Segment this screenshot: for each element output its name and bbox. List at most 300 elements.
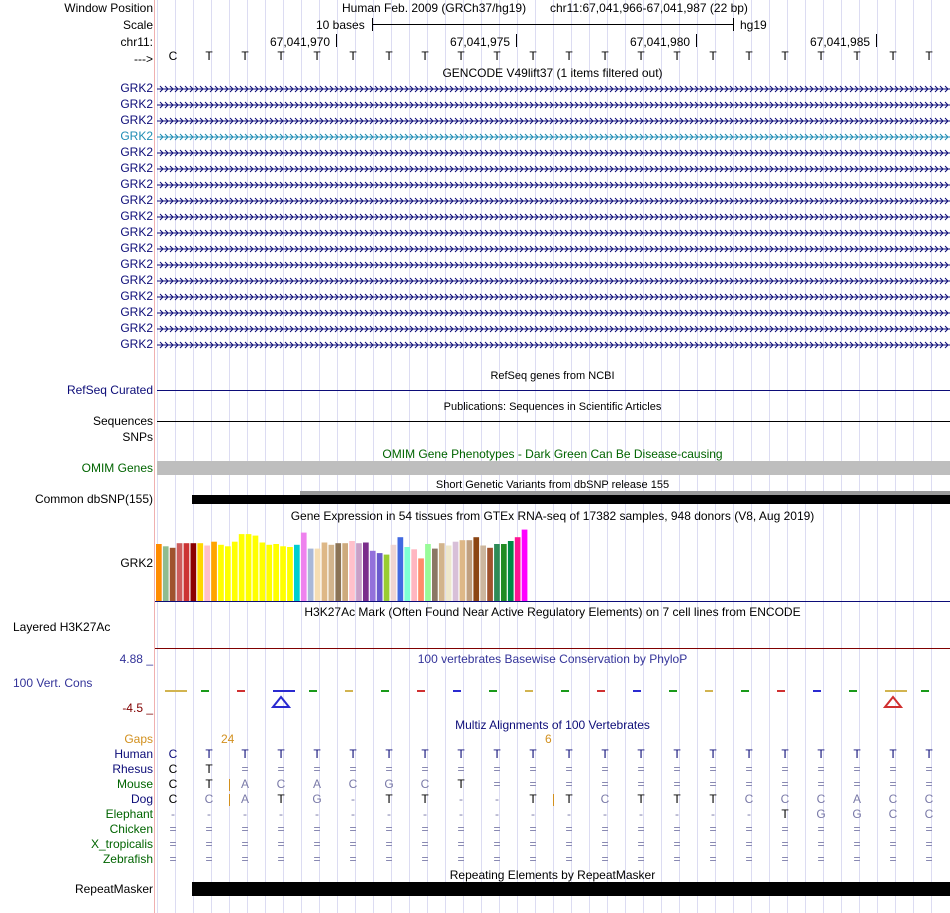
base-letter: T (709, 49, 717, 63)
gtex-tissue-bar[interactable] (211, 542, 217, 601)
gencode-transcript-label[interactable]: GRK2 (120, 321, 153, 335)
alignment-base: = (169, 822, 177, 836)
alignment-base: T (745, 747, 753, 761)
gencode-transcript-line[interactable] (157, 133, 950, 141)
alignment-base: = (493, 852, 501, 866)
gtex-tissue-bar[interactable] (163, 546, 169, 601)
alignment-base: T (421, 747, 429, 761)
base-letter: T (241, 49, 249, 63)
gtex-tissue-bar[interactable] (287, 547, 293, 601)
phylop-max-label: 4.88 _ (119, 652, 153, 666)
gtex-tissue-bar[interactable] (480, 546, 486, 602)
publications-line[interactable] (157, 421, 950, 422)
gtex-tissue-bar[interactable] (184, 543, 190, 601)
gencode-transcript-label[interactable]: GRK2 (120, 161, 153, 175)
multiz-species-label[interactable]: Zebrafish (102, 852, 153, 866)
gtex-tissue-bar[interactable] (349, 541, 355, 601)
gtex-tissue-bar[interactable] (501, 544, 507, 601)
alignment-base: T (205, 762, 213, 776)
alignment-base: = (817, 852, 825, 866)
alignment-base: = (277, 822, 285, 836)
alignment-base: - (207, 807, 211, 821)
gencode-transcript-line[interactable] (157, 277, 950, 285)
gtex-tissue-bar[interactable] (473, 537, 479, 601)
gencode-transcript-line[interactable] (157, 309, 950, 317)
alignment-base: T (565, 747, 573, 761)
alignment-base: C (744, 792, 754, 806)
alignment-base: = (853, 762, 861, 776)
coord-tick (516, 34, 517, 47)
alignment-base: = (529, 822, 537, 836)
coord-tick-label: 67,041,980 (630, 35, 691, 49)
alignment-base: = (601, 762, 609, 776)
dbsnp-variant-black[interactable] (192, 495, 950, 504)
gtex-tissue-bar[interactable] (280, 546, 286, 601)
gtex-tissue-bar[interactable] (439, 543, 445, 601)
alignment-base: T (313, 747, 321, 761)
omim-track-title[interactable]: OMIM Gene Phenotypes - Dark Green Can Be Disease-causing (382, 447, 723, 461)
alignment-base: T (925, 747, 933, 761)
phylop-logo[interactable] (155, 685, 950, 713)
alignment-base: = (313, 852, 321, 866)
coord-tick (696, 34, 697, 47)
alignment-base: = (745, 762, 753, 776)
alignment-base: = (493, 837, 501, 851)
gtex-tissue-bar[interactable] (460, 540, 466, 601)
alignment-base: - (675, 807, 679, 821)
base-letter: T (925, 49, 933, 63)
alignment-base: = (853, 822, 861, 836)
multiz-species-label[interactable]: X_tropicalis (90, 837, 153, 851)
alignment-base: = (745, 777, 753, 791)
base-letter: T (457, 49, 465, 63)
alignment-base: = (565, 852, 573, 866)
gtex-tissue-bar[interactable] (515, 537, 521, 601)
gtex-tissue-bar[interactable] (453, 542, 459, 601)
base-letter: T (601, 49, 609, 63)
gencode-transcript-line[interactable] (157, 325, 950, 333)
base-letter: T (637, 49, 645, 63)
alignment-base: = (277, 852, 285, 866)
gencode-transcript-label[interactable]: GRK2 (120, 193, 153, 207)
gtex-tissue-bar[interactable] (377, 553, 383, 601)
alignment-base: = (421, 762, 429, 776)
alignment-base: C (888, 807, 898, 821)
alignment-base: = (673, 822, 681, 836)
coord-tick-label: 67,041,970 (270, 35, 331, 49)
phylop-glyph (777, 690, 785, 692)
strand-label: ---> (134, 52, 153, 66)
omim-track-label[interactable]: OMIM Genes (81, 461, 153, 475)
gaps-label: Gaps (124, 732, 153, 746)
gtex-tissue-bar[interactable] (322, 543, 328, 602)
alignment-base: A (240, 792, 249, 806)
gtex-tissue-bar[interactable] (308, 549, 314, 601)
alignment-base: C (168, 747, 178, 761)
gtex-tissue-bar[interactable] (191, 543, 197, 601)
gencode-transcript-label[interactable]: GRK2 (120, 145, 153, 159)
gtex-tissue-bar[interactable] (508, 541, 514, 601)
gtex-tissue-bar[interactable] (522, 530, 528, 601)
alignment-base: T (385, 792, 393, 806)
gtex-tissue-bar[interactable] (391, 545, 397, 601)
phylop-glyph (237, 690, 245, 692)
phylop-glyph (813, 690, 821, 692)
h3k27ac-track-title[interactable]: H3K27Ac Mark (Often Found Near Active Regulatory Elements) on 7 cell lines from ENCODE (304, 605, 801, 619)
alignment-base: = (637, 852, 645, 866)
base-letter: T (781, 49, 789, 63)
alignment-base: T (349, 747, 357, 761)
gtex-tissue-bar[interactable] (329, 545, 335, 601)
base-letter: T (277, 49, 285, 63)
alignment-base: = (925, 822, 933, 836)
base-letter: T (565, 49, 573, 63)
gtex-tissue-bar[interactable] (335, 543, 341, 601)
alignment-base: T (241, 747, 249, 761)
gencode-transcript-label[interactable]: GRK2 (120, 225, 153, 239)
multiz-species-label[interactable]: Rhesus (112, 762, 153, 776)
gencode-transcript-line[interactable] (157, 341, 950, 349)
position-readout[interactable]: chr11:67,041,966-67,041,987 (22 bp) (550, 1, 748, 15)
alignment-base: = (781, 837, 789, 851)
refseq-track-title[interactable]: RefSeq genes from NCBI (490, 370, 615, 382)
gencode-transcript-label[interactable]: GRK2 (120, 241, 153, 255)
gtex-baseline (155, 601, 950, 602)
gencode-transcript-line[interactable] (157, 85, 950, 93)
scale-bar-end-tick (733, 18, 734, 31)
alignment-base: = (925, 777, 933, 791)
gencode-transcript-line[interactable] (157, 197, 950, 205)
gtex-tissue-bar[interactable] (467, 540, 473, 601)
gtex-tissue-bar[interactable] (177, 543, 183, 601)
gtex-tissue-bar[interactable] (494, 544, 500, 601)
alignment-base: A (312, 777, 321, 791)
alignment-base: = (745, 852, 753, 866)
coord-tick-label: 67,041,985 (810, 35, 871, 49)
repeatmasker-element[interactable] (192, 882, 950, 896)
multiz-track-title[interactable]: Multiz Alignments of 100 Vertebrates (455, 718, 650, 732)
alignment-base: = (925, 762, 933, 776)
phylop-glyph (273, 690, 295, 692)
gtex-tissue-bar[interactable] (446, 546, 452, 602)
insertion-marker (553, 794, 554, 806)
alignment-base: T (565, 792, 573, 806)
alignment-base: C (276, 777, 286, 791)
gtex-tissue-bar[interactable] (370, 551, 376, 601)
gap-count: 24 (221, 732, 235, 746)
gencode-transcript-line[interactable] (157, 101, 950, 109)
alignment-base: C (780, 792, 790, 806)
alignment-base: T (817, 747, 825, 761)
alignment-base: = (529, 852, 537, 866)
alignment-base: = (349, 837, 357, 851)
alignment-base: = (709, 837, 717, 851)
phylop-glyph (669, 690, 677, 692)
insertion-marker (229, 779, 230, 791)
gtex-tissue-bar[interactable] (398, 537, 404, 601)
alignment-base: = (241, 852, 249, 866)
gtex-tissue-bar[interactable] (266, 545, 272, 601)
alignment-base: = (385, 852, 393, 866)
repeatmasker-track-label[interactable]: RepeatMasker (74, 882, 153, 896)
gencode-transcript-label[interactable]: GRK2 (120, 337, 153, 351)
gencode-transcript-label[interactable]: GRK2 (120, 113, 153, 127)
refseq-track-label[interactable]: RefSeq Curated (66, 383, 153, 397)
alignment-base: = (889, 777, 897, 791)
alignment-base: = (673, 837, 681, 851)
base-letter: T (529, 49, 537, 63)
alignment-base: = (889, 837, 897, 851)
gencode-transcript-label[interactable]: GRK2 (120, 81, 153, 95)
phylop-track-label[interactable]: 100 Vert. Cons (13, 676, 93, 690)
alignment-base: - (459, 792, 463, 806)
gtex-tissue-bar[interactable] (294, 545, 300, 601)
gtex-track-label[interactable]: GRK2 (120, 556, 153, 570)
alignment-base: = (601, 822, 609, 836)
alignment-base: = (457, 852, 465, 866)
gtex-tissue-bar[interactable] (315, 549, 321, 601)
alignment-base: - (567, 807, 571, 821)
publications-track-title[interactable]: Publications: Sequences in Scientific Articles (443, 401, 662, 413)
alignment-base: A (240, 777, 249, 791)
phylop-min-label: -4.5 _ (122, 701, 153, 715)
alignment-base: = (781, 852, 789, 866)
alignment-base: = (817, 762, 825, 776)
phylop-glyph (165, 690, 187, 692)
gencode-transcript-label[interactable]: GRK2 (120, 257, 153, 271)
alignment-base: - (351, 792, 355, 806)
alignment-base: T (673, 792, 681, 806)
multiz-species-label[interactable]: Dog (130, 792, 153, 806)
gencode-transcript-line[interactable] (157, 181, 950, 189)
phylop-glyph (345, 690, 353, 692)
refseq-gene-line[interactable] (157, 390, 950, 391)
coord-tick (876, 34, 877, 47)
publications-track-label[interactable]: Sequences (92, 414, 153, 428)
alignment-base: A (852, 792, 861, 806)
gencode-transcript-label[interactable]: GRK2 (120, 289, 153, 303)
scale-label: Scale (122, 18, 153, 32)
gtex-tissue-bar[interactable] (232, 542, 238, 601)
alignment-base: = (925, 852, 933, 866)
alignment-base: = (853, 777, 861, 791)
alignment-base: G (816, 807, 826, 821)
alignment-base: = (565, 837, 573, 851)
alignment-base: T (277, 792, 285, 806)
repeatmasker-track-title[interactable]: Repeating Elements by RepeatMasker (449, 868, 656, 882)
gencode-transcript-line[interactable] (157, 117, 950, 125)
alignment-base: = (637, 762, 645, 776)
alignment-base: G (384, 777, 394, 791)
gtex-tissue-bar[interactable] (356, 543, 362, 601)
insertion-marker (229, 794, 230, 806)
alignment-base: - (387, 807, 391, 821)
alignment-base: = (925, 837, 933, 851)
gtex-tissue-bar[interactable] (156, 544, 162, 601)
base-letter: T (493, 49, 501, 63)
alignment-base: C (168, 777, 178, 791)
assembly-name[interactable]: Human Feb. 2009 (GRCh37/hg19) (342, 1, 527, 15)
alignment-base: = (529, 837, 537, 851)
alignment-base: = (457, 837, 465, 851)
gencode-transcript-line[interactable] (157, 261, 950, 269)
gtex-tissue-bar[interactable] (253, 536, 259, 601)
gtex-tissue-bar[interactable] (218, 545, 224, 601)
gtex-tissue-bar[interactable] (260, 543, 266, 602)
gtex-tissue-bar[interactable] (432, 549, 438, 601)
alignment-base: = (205, 822, 213, 836)
alignment-base: = (601, 852, 609, 866)
alignment-base: T (709, 792, 717, 806)
dbsnp-track-label[interactable]: Common dbSNP(155) (34, 492, 153, 506)
gtex-tissue-bar[interactable] (404, 547, 410, 601)
gencode-transcript-line[interactable] (157, 245, 950, 253)
base-letter: T (205, 49, 213, 63)
gencode-transcript-label[interactable]: GRK2 (120, 177, 153, 191)
multiz-species-label[interactable]: Elephant (105, 807, 153, 821)
alignment-base: T (709, 747, 717, 761)
alignment-base: = (421, 822, 429, 836)
alignment-base: T (781, 807, 789, 821)
alignment-base: T (421, 792, 429, 806)
gencode-transcript-line[interactable] (157, 213, 950, 221)
gap-count: 6 (545, 732, 552, 746)
h3k27ac-track-label[interactable]: Layered H3K27Ac (13, 620, 111, 634)
alignment-base: = (817, 822, 825, 836)
alignment-base: = (709, 822, 717, 836)
alignment-base: T (637, 747, 645, 761)
alignment-base: = (817, 837, 825, 851)
multiz-species-label[interactable]: Mouse (116, 777, 153, 791)
alignment-base: T (385, 747, 393, 761)
gencode-transcript-label[interactable]: GRK2 (120, 209, 153, 223)
gencode-transcript-line[interactable] (157, 165, 950, 173)
dbsnp-track-title[interactable]: Short Genetic Variants from dbSNP release 155 (435, 479, 670, 491)
phylop-track-title[interactable]: 100 vertebrates Basewise Conservation by PhyloP (417, 652, 688, 666)
gencode-transcript-label[interactable]: GRK2 (120, 305, 153, 319)
alignment-base: - (423, 807, 427, 821)
gtex-track-title[interactable]: Gene Expression in 54 tissues from GTEx RNA-seq of 17382 samples, 948 donors (V8, Aug 2019) (290, 509, 815, 523)
alignment-base: = (637, 822, 645, 836)
gtex-tissue-bar[interactable] (342, 543, 348, 601)
alignment-base: = (745, 822, 753, 836)
alignment-base: - (747, 807, 751, 821)
gtex-tissue-bar[interactable] (425, 544, 431, 601)
alignment-base: = (637, 777, 645, 791)
base-letter: T (421, 49, 429, 63)
alignment-base: T (781, 747, 789, 761)
gtex-tissue-bar[interactable] (246, 534, 252, 601)
alignment-base: C (888, 792, 898, 806)
gtex-tissue-bar[interactable] (301, 533, 307, 601)
gtex-tissue-bar[interactable] (239, 534, 245, 601)
gtex-tissue-bar[interactable] (170, 548, 176, 601)
alignment-base: = (889, 762, 897, 776)
gencode-track-title[interactable]: GENCODE V49lift37 (1 items filtered out) (442, 66, 663, 80)
alignment-base: = (673, 777, 681, 791)
gtex-tissue-bar[interactable] (273, 544, 279, 601)
alignment-base: = (457, 762, 465, 776)
gtex-tissue-bar[interactable] (225, 546, 231, 601)
gtex-tissue-bar[interactable] (487, 548, 493, 601)
gtex-tissue-bar[interactable] (204, 546, 210, 602)
alignment-base: = (241, 762, 249, 776)
window-position-label: Window Position (64, 1, 153, 15)
alignment-base: - (279, 807, 283, 821)
gencode-transcript-label[interactable]: GRK2 (120, 273, 153, 287)
coord-tick (336, 34, 337, 47)
alignment-base: T (637, 792, 645, 806)
alignment-base: T (457, 777, 465, 791)
gencode-transcript-line[interactable] (157, 149, 950, 157)
base-letter: T (385, 49, 393, 63)
alignment-base: = (349, 852, 357, 866)
gencode-transcript-line[interactable] (157, 293, 950, 301)
gtex-tissue-bar[interactable] (411, 549, 417, 601)
alignment-base: = (637, 837, 645, 851)
multiz-species-label[interactable]: Human (114, 747, 153, 761)
alignment-base: = (205, 852, 213, 866)
gtex-tissue-bar[interactable] (418, 558, 424, 601)
phylop-negative-glyph (885, 697, 901, 707)
alignment-base: = (529, 762, 537, 776)
alignment-base: T (493, 747, 501, 761)
phylop-glyph (201, 690, 209, 692)
gencode-transcript-line[interactable] (157, 229, 950, 237)
phylop-glyph (921, 690, 929, 692)
alignment-base: - (639, 807, 643, 821)
alignment-base: - (351, 807, 355, 821)
base-letter: T (853, 49, 861, 63)
multiz-species-label[interactable]: Chicken (109, 822, 153, 836)
alignment-base: = (241, 822, 249, 836)
scale-bar (372, 24, 733, 25)
snps-track-label[interactable]: SNPs (122, 430, 153, 444)
alignment-base: T (457, 747, 465, 761)
alignment-base: = (889, 822, 897, 836)
gtex-tissue-bar[interactable] (384, 555, 390, 601)
alignment-base: = (781, 822, 789, 836)
omim-gene-bar[interactable] (157, 461, 950, 475)
alignment-base: T (205, 777, 213, 791)
alignment-base: = (709, 852, 717, 866)
gtex-tissue-bar[interactable] (363, 543, 369, 602)
alignment-base: = (709, 762, 717, 776)
gtex-tissue-bar[interactable] (197, 543, 203, 601)
alignment-base: = (709, 777, 717, 791)
alignment-base: = (421, 852, 429, 866)
alignment-base: - (171, 807, 175, 821)
gtex-bar-chart[interactable] (155, 524, 535, 602)
alignment-base: = (781, 762, 789, 776)
alignment-base: C (348, 777, 358, 791)
base-letter: T (889, 49, 897, 63)
alignment-base: = (169, 852, 177, 866)
phylop-glyph (885, 690, 907, 692)
gencode-transcript-label[interactable]: GRK2 (120, 129, 153, 143)
gencode-transcript-label[interactable]: GRK2 (120, 97, 153, 111)
alignment-base: = (349, 822, 357, 836)
alignment-base: C (816, 792, 826, 806)
alignment-base: = (853, 852, 861, 866)
alignment-base: T (205, 747, 213, 761)
phylop-glyph (525, 690, 533, 692)
h3k27ac-baseline (155, 648, 950, 649)
alignment-base: - (495, 792, 499, 806)
alignment-base: = (169, 837, 177, 851)
alignment-base: G (312, 792, 322, 806)
alignment-base: = (889, 852, 897, 866)
